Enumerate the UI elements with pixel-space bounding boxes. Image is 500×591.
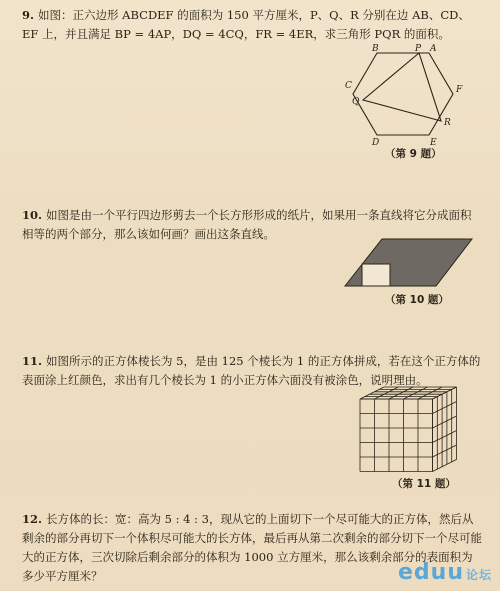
cube-side-gridline [433, 416, 457, 428]
label-c: C [345, 81, 352, 91]
label-a: A [430, 44, 437, 54]
label-f: F [456, 85, 463, 95]
cube-side-gridline [433, 402, 457, 414]
cube-top-gridline [360, 387, 384, 399]
parallelogram-figure [344, 236, 474, 288]
label-q: Q [352, 97, 360, 107]
caption-11: （第 11 题） [392, 478, 456, 490]
problem-11-number: 11. [22, 354, 43, 368]
cube-side-gridline [433, 460, 457, 472]
triangle-pqr [363, 53, 441, 121]
cut-rectangle [362, 264, 390, 286]
eduu-watermark [398, 560, 492, 585]
problem-9 [22, 6, 482, 44]
hexagon [353, 53, 453, 135]
label-e: E [430, 138, 437, 148]
cube-top-gridline [418, 387, 442, 399]
problem-11-text: 如图所示的正方体棱长为 5，是由 125 个棱长为 1 的正方体拼成，若在这个正方体的表面涂上红颜色，求出有几个棱长为 1 的小正方体六面没有被涂色，说明理由。 [22, 354, 481, 387]
caption-10: （第 10 题） [385, 294, 449, 306]
problem-10-number: 10. [22, 208, 43, 222]
problem-9-text: 如图：正六边形 ABCDEF 的面积为 150 平方厘米，P、Q、R 分别在边 AB、CD、EF 上，并且满足 BP = 4AP，DQ = 4CQ，FR = 4ER，求三角形 PQR 的面积。 [22, 8, 470, 41]
label-b: B [372, 44, 379, 54]
watermark-main: eduu [397, 560, 464, 585]
problem-9-number: 9. [22, 8, 35, 22]
label-r: R [444, 118, 451, 128]
cube-side-gridline [433, 431, 457, 443]
cube-side-gridline [433, 445, 457, 457]
cube-top-gridline [375, 387, 399, 399]
cube-top-gridline [404, 387, 428, 399]
problem-10-text: 如图是由一个平行四边形剪去一个长方形形成的纸片，如果用一条直线将它分成面积相等的两个部分，那么该如何画？画出这条直线。 [22, 208, 472, 241]
problem-12-number: 12. [22, 512, 43, 526]
cube-top-gridline [433, 387, 457, 399]
label-d: D [372, 138, 380, 148]
label-p: P [415, 44, 422, 54]
problem-12-text: 长方体的长：宽：高为 5 : 4 : 3，现从它的上面切下一个尽可能大的正方体，然后从剩余的部分再切下一个体积尽可能大的长方体，最后再从第二次剩余的部分切下一个尽可能大的正方体，三次切除后剩余部分的体积为 1000 立方厘米，那么该剩余部分的表面积为多少平方厘米？ [22, 512, 482, 583]
hexagon-figure [345, 44, 470, 148]
watermark-sub: 论坛 [465, 568, 492, 582]
cube-top-gridline [389, 387, 413, 399]
cube-figure [358, 385, 474, 473]
caption-9: （第 9 题） [385, 148, 442, 160]
